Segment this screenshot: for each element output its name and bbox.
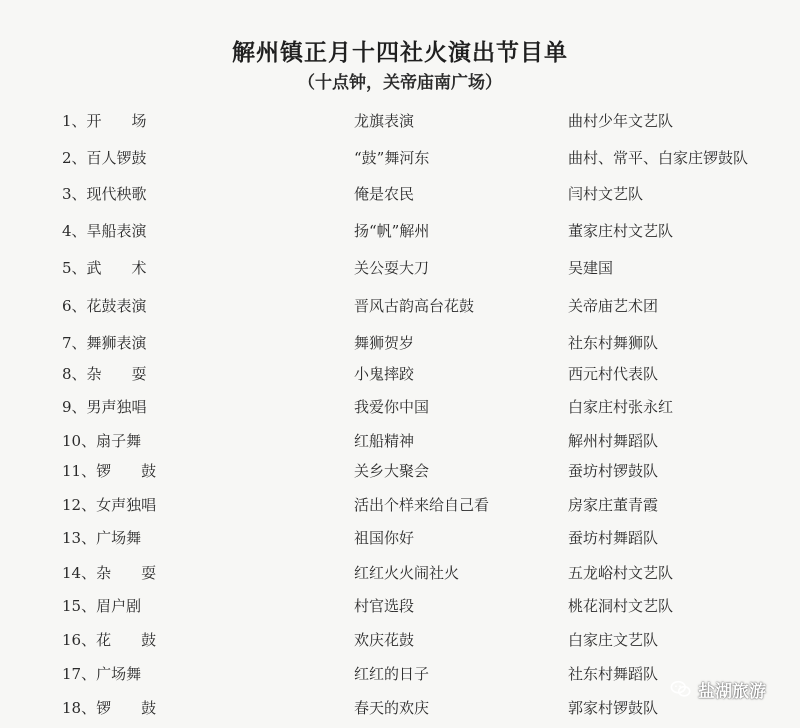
- performer-group: 桃花洞村文艺队: [568, 597, 674, 615]
- watermark: [670, 675, 766, 703]
- performer-group: 郭家村锣鼓队: [568, 699, 659, 717]
- item-number-type: 4、旱船表演: [62, 222, 147, 240]
- program-name: 村官选段: [354, 597, 415, 615]
- item-number-type: 7、舞狮表演: [62, 334, 147, 352]
- performer-group: 白家庄村张永红: [568, 398, 674, 416]
- performer-group: 关帝庙艺术团: [568, 297, 659, 315]
- performer-group: 闫村文艺队: [568, 185, 644, 203]
- item-number-type: 13、广场舞: [62, 529, 142, 547]
- program-name: 俺是农民: [354, 185, 415, 203]
- table-row: [0, 561, 800, 585]
- table-row: [0, 294, 800, 318]
- table-row: [0, 493, 800, 517]
- table-row: [0, 526, 800, 550]
- program-name: 红红的日子: [354, 665, 430, 683]
- program-name: 欢庆花鼓: [354, 631, 415, 649]
- table-row: [0, 429, 800, 453]
- program-name: 小鬼摔跤: [354, 365, 415, 383]
- item-number-type: 10、扇子舞: [62, 432, 142, 450]
- performer-group: 蚕坊村锣鼓队: [568, 462, 659, 480]
- watermark-text: 盐湖旅游: [698, 681, 766, 702]
- program-name: 晋风古韵高台花鼓: [354, 297, 475, 315]
- program-name: 舞狮贺岁: [354, 334, 415, 352]
- performer-group: 社东村舞蹈队: [568, 665, 659, 683]
- table-row: [0, 219, 800, 243]
- item-number-type: 3、现代秧歌: [62, 185, 147, 203]
- table-row: [0, 594, 800, 618]
- performer-group: 社东村舞狮队: [568, 334, 659, 352]
- table-row: [0, 459, 800, 483]
- performer-group: 解州村舞蹈队: [568, 432, 659, 450]
- program-name: 关乡大聚会: [354, 462, 430, 480]
- item-number-type: 2、百人锣鼓: [62, 149, 147, 167]
- program-name: 龙旗表演: [354, 112, 415, 130]
- table-row: [0, 256, 800, 280]
- item-number-type: 17、广场舞: [62, 665, 142, 683]
- item-number-type: 11、锣 鼓: [62, 462, 157, 480]
- performer-group: 董家庄村文艺队: [568, 222, 674, 240]
- item-number-type: 12、女声独唱: [62, 496, 157, 514]
- program-name: 祖国你好: [354, 529, 415, 547]
- performer-group: 房家庄董青霞: [568, 496, 659, 514]
- table-row: [0, 182, 800, 206]
- program-name: 关公耍大刀: [354, 259, 430, 277]
- item-number-type: 14、杂 耍: [62, 564, 157, 582]
- table-row: [0, 362, 800, 386]
- program-name: 红船精神: [354, 432, 415, 450]
- performer-group: 曲村、常平、白家庄锣鼓队: [568, 149, 749, 167]
- item-number-type: 15、眉户剧: [62, 597, 142, 615]
- item-number-type: 5、武 术: [62, 259, 147, 277]
- performer-group: 五龙峪村文艺队: [568, 564, 674, 582]
- performer-group: 蚕坊村舞蹈队: [568, 529, 659, 547]
- item-number-type: 8、杂 耍: [62, 365, 147, 383]
- wechat-icon: [670, 678, 692, 700]
- program-name: 我爱你中国: [354, 398, 430, 416]
- table-row: [0, 331, 800, 355]
- performer-group: 吴建国: [568, 259, 614, 277]
- table-row: [0, 395, 800, 419]
- page-title: 解州镇正月十四社火演出节目单: [232, 39, 568, 66]
- page-subtitle: （十点钟，关帝庙南广场）: [298, 73, 502, 93]
- item-number-type: 1、开 场: [62, 112, 147, 130]
- program-name: 红红火火闹社火: [354, 564, 460, 582]
- program-name: 活出个样来给自己看: [354, 496, 490, 514]
- item-number-type: 6、花鼓表演: [62, 297, 147, 315]
- item-number-type: 9、男声独唱: [62, 398, 147, 416]
- performer-group: 曲村少年文艺队: [568, 112, 674, 130]
- program-name: “鼓”舞河东: [354, 149, 430, 167]
- program-name: 扬“帆”解州: [354, 222, 430, 240]
- table-row: [0, 628, 800, 652]
- program-name: 春天的欢庆: [354, 699, 430, 717]
- table-row: [0, 146, 800, 170]
- item-number-type: 18、锣 鼓: [62, 699, 157, 717]
- performer-group: 西元村代表队: [568, 365, 659, 383]
- item-number-type: 16、花 鼓: [62, 631, 157, 649]
- performer-group: 白家庄文艺队: [568, 631, 659, 649]
- table-row: [0, 109, 800, 133]
